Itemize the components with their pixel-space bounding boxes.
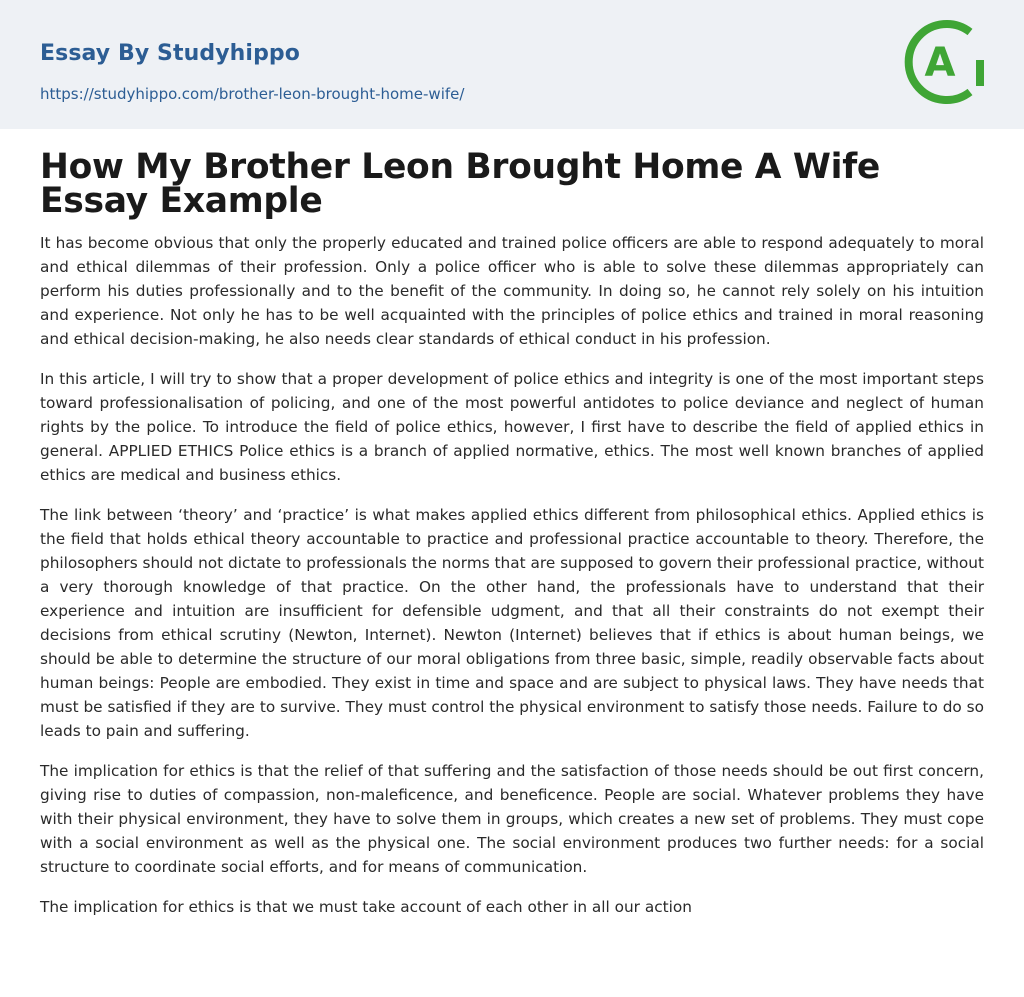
site-header [0, 0, 1024, 129]
essay-title: How My Brother Leon Brought Home A Wife Essay Example [40, 147, 881, 221]
logo-letter: A [924, 40, 956, 86]
essay-paragraph-1: It has become obvious that only the properly educated and trained police officers are able to respond adequately to moral and ethical dilemmas of their profession. Only a police officer who is able to solve these dilemmas appropriately can perform his duties professionally and to the benefit of the community. In doing so, he cannot rely solely on his intuition and experience. Not only he has to be well acquainted with the principles of police ethics and trained in moral reasoning and ethical decision-making, he also needs clear standards of ethical conduct in his profession. [40, 234, 984, 348]
essay-paragraph-4: The implication for ethics is that the relief of that suffering and the satisfaction of those needs should be out first concern, giving rise to duties of compassion, non-maleficence, and beneficence. People are social. Whatever problems they have with their physical environment, they have to solve them in groups, which creates a new set of problems. They must cope with a social environment as well as the physical one. The social environment produces two further needs: for a social structure to coordinate social efforts, and for means of communication. [40, 762, 984, 876]
source-url-link[interactable]: https://studyhippo.com/brother-leon-brought-home-wife/ [40, 85, 465, 103]
essay-paragraph-2: In this article, I will try to show that a proper development of police ethics and integrity is one of the most important steps toward professionalisation of policing, and one of the most powerful antidotes to police deviance and neglect of human rights by the police. To introduce the field of police ethics, however, I first have to describe the field of applied ethics in general. APPLIED ETHICS Police ethics is a branch of applied normative, ethics. The most well known branches of applied ethics are medical and business ethics. [40, 370, 984, 484]
brand-title: Essay By Studyhippo [40, 41, 300, 66]
essay-paragraph-3: The link between ‘theory’ and ‘practice’ is what makes applied ethics different from philosophical ethics. Applied ethics is the field that holds ethical theory accountable to practice and professional practice accountable to theory. Therefore, the philosophers should not dictate to professionals the norms that are supposed to govern their professional practice, without a very thorough knowledge of that practice. On the other hand, the professionals have to understand that their experience and intuition are insufficient for defensible udgment, and that all their constraints do not exempt their decisions from ethical scrutiny (Newton, Internet). Newton (Internet) believes that if ethics is about human beings, we should be able to determine the structure of our moral obligations from three basic, simple, readily observable facts about human beings: People are embodied. They exist in time and space and are subject to physical laws. They have needs that must be satisfied if they are to survive. They must control the physical environment to satisfy those needs. Failure to do so leads to pain and suffering. [40, 506, 984, 740]
essay-paragraph-5: The implication for ethics is that we must take account of each other in all our action [40, 898, 692, 916]
studyhippo-logo-icon[interactable] [900, 18, 988, 106]
essay-content [40, 147, 984, 919]
